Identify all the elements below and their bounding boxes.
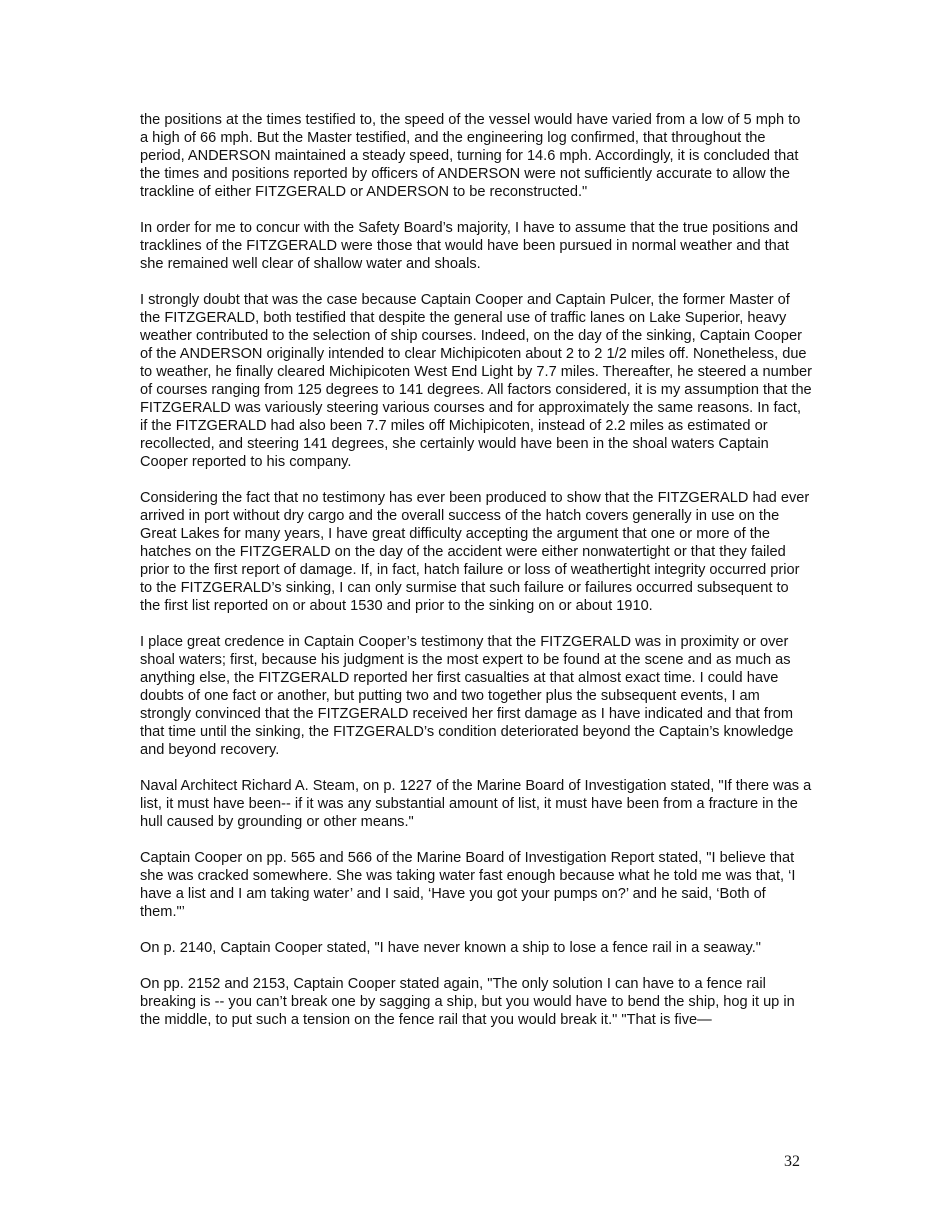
paragraph-fence-rail-breaking: On pp. 2152 and 2153, Captain Cooper stated again, "The only solution I can have to a fence rail breaking is -- you can’t break one by sagging a ship, but you would have to bend the ship, hog it up in the middle, to put such a tension on the fence rail that you would break it." "That is five— — [140, 976, 795, 1028]
paragraph-speed-testimony: the positions at the times testified to, the speed of the vessel would have varied from a low of 5 mph to a high of 66 mph. But the Master testified, and the engineering log confirmed, that throughout the period, ANDERSON maintained a steady speed, turning for 14.6 mph. Accordingly, it is concluded that the times and positions reported by officers of ANDERSON were not sufficiently accurate to allow the trackline of either FITZGERALD or ANDERSON to be reconstructed." — [140, 112, 801, 200]
paragraph-fence-rail-seaway: On p. 2140, Captain Cooper stated, "I have never known a ship to lose a fence rail in a seaway." — [140, 940, 761, 956]
paragraph-ship-courses: I strongly doubt that was the case because Captain Cooper and Captain Pulcer, the former Master of the FITZGERALD, both testified that despite the general use of traffic lanes on Lake Superior, heavy weather contributed to the selection of ship courses. Indeed, on the day of the sinking, Captain Cooper of the ANDERSON originally intended to clear Michipicoten about 2 to 2 1/2 miles off. Nonetheless, due to weather, he finally cleared Michipicoten West End Light by 7.7 miles. Thereafter, he steered a number of courses ranging from 125 degrees to 141 degrees. All factors considered, it is my assumption that the FITZGERALD was variously steering various courses and for approximately the same reasons. In fact, if the FITZGERALD had also been 7.7 miles off Michipicoten, instead of 2.2 miles as estimated or recollected, and steering 141 degrees, she certainly would have been in the shoal waters Captain Cooper reported to his company. — [140, 292, 812, 470]
paragraph-naval-architect: Naval Architect Richard A. Steam, on p. 1227 of the Marine Board of Investigation stated, "If there was a list, it must have been-- if it was any substantial amount of list, it must have been from a fracture in the hull caused by grounding or other means." — [140, 778, 812, 830]
paragraph-shoal-waters: I place great credence in Captain Cooper’s testimony that the FITZGERALD was in proximity or over shoal waters; first, because his judgment is the most expert to be found at the scene and as much as anything else, the FITZGERALD reported her first casualties at that almost exact time. I could have doubts of one fact or another, but putting two and two together plus the subsequent events, I am strongly convinced that the FITZGERALD received her first damage as I have indicated and that from that time until the sinking, the FITZGERALD’s condition deteriorated beyond the Captain’s knowledge and beyond recovery. — [140, 634, 794, 758]
paragraph-safety-board-assumption: In order for me to concur with the Safety Board’s majority, I have to assume that the true positions and tracklines of the FITZGERALD were those that would have been pursued in normal weather and that she remained well clear of shallow water and shoals. — [140, 220, 799, 272]
paragraph-cracked-hull: Captain Cooper on pp. 565 and 566 of the Marine Board of Investigation Report stated, "I believe that she was cracked somewhere. She was taking water fast enough because what he told me was that, ‘I have a list and I am taking water’ and I said, ‘Have you got your pumps on?’ and he said, ‘Both of them."’ — [140, 850, 796, 920]
page-number: 32 — [784, 1153, 800, 1170]
document-body — [140, 111, 812, 1047]
paragraph-hatch-covers: Considering the fact that no testimony has ever been produced to show that the FITZGERALD had ever arrived in port without dry cargo and the overall success of the hatch covers generally in use on the Great Lakes for many years, I have great difficulty accepting the argument that one or more of the hatches on the FITZGERALD on the day of the accident were either nonwatertight or that they failed prior to the first report of damage. If, in fact, hatch failure or loss of weathertight integrity occurred prior to the FITZGERALD’s sinking, I can only surmise that such failure or failures occurred subsequent to the first list reported on or about 1530 and prior to the sinking on or about 1910. — [140, 490, 810, 614]
